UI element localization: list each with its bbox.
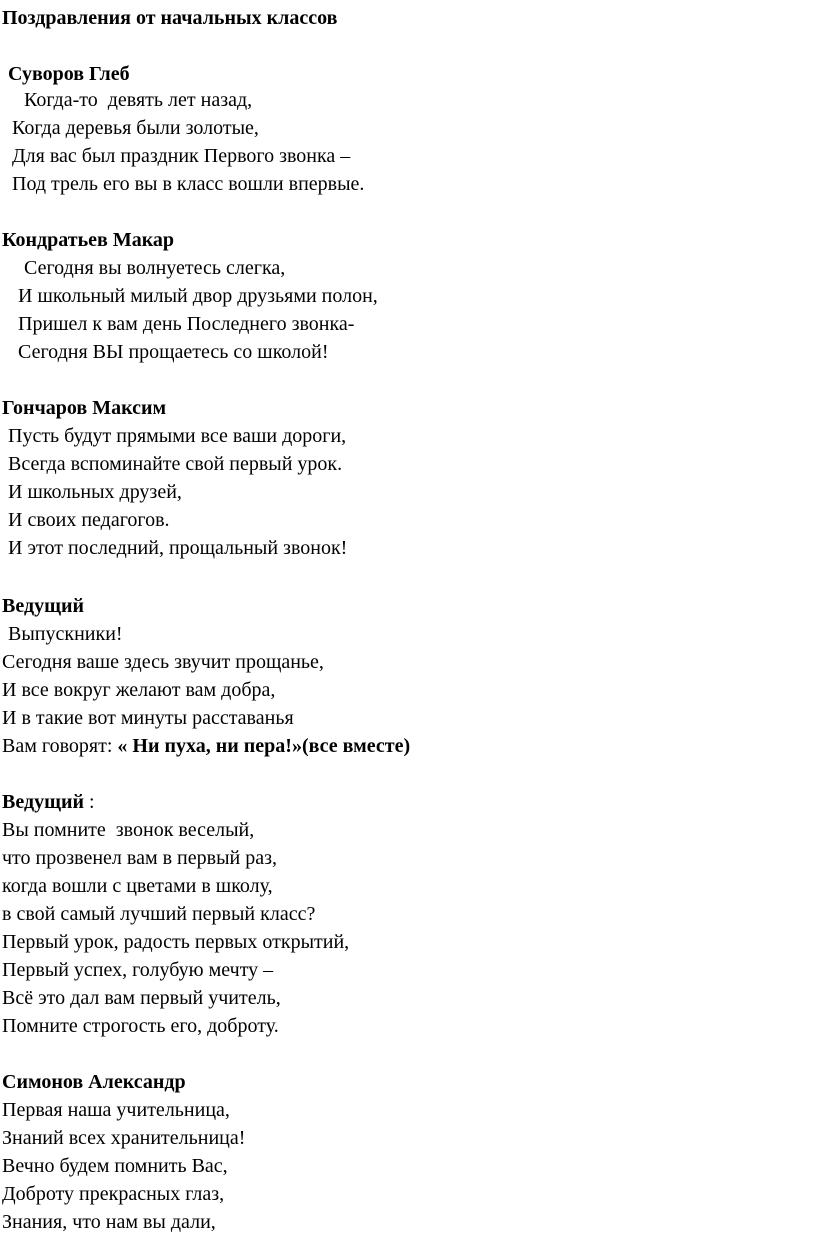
poem-line: когда вошли с цветами в школу, <box>2 875 273 897</box>
speaker-name: Ведущий <box>2 595 85 617</box>
poem-line: Под трель его вы в класс вошли впервые. <box>12 173 365 195</box>
poem-line: Доброту прекрасных глаз, <box>2 1183 225 1205</box>
poem-line-final <box>2 734 410 758</box>
speaker-name: Гончаров Максим <box>2 397 167 419</box>
poem-line: Пусть будут прямыми все ваши дороги, <box>8 425 347 447</box>
poem-line: Помните строгость его, доброту. <box>2 1015 279 1037</box>
poem-line: И школьных друзей, <box>8 481 182 503</box>
poem-line: Знания, что нам вы дали, <box>2 1211 216 1233</box>
poem-line: Пришел к вам день Последнего звонка- <box>18 313 355 335</box>
poem-line: Первая наша учительница, <box>2 1099 230 1121</box>
poem-line: Когда-то девять лет назад, <box>24 89 253 111</box>
poem-line-prefix: Вам говорят: <box>2 735 118 757</box>
poem-line: Сегодня ваше здесь звучит прощанье, <box>2 651 324 673</box>
speaker-name: Ведущий <box>2 791 85 813</box>
poem-line: в свой самый лучший первый класс? <box>2 903 316 925</box>
document-title: Поздравления от начальных классов <box>2 7 338 29</box>
speaker-heading <box>2 790 95 814</box>
poem-line: И все вокруг желают вам добра, <box>2 679 276 701</box>
speaker-suffix: : <box>84 791 95 813</box>
poem-line: Первый урок, радость первых открытий, <box>2 931 350 953</box>
poem-line: Вы помните звонок веселый, <box>2 819 255 841</box>
poem-line: И этот последний, прощальный звонок! <box>8 537 348 559</box>
poem-line: что прозвенел вам в первый раз, <box>2 847 277 869</box>
poem-line-bold: « Ни пуха, ни пера!»(все вместе) <box>117 735 411 757</box>
poem-line: Всегда вспоминайте свой первый урок. <box>8 453 343 475</box>
poem-line: Выпускники! <box>8 623 123 645</box>
speaker-name: Кондратьев Макар <box>2 229 175 251</box>
poem-line: Первый успех, голубую мечту – <box>2 959 274 981</box>
poem-line: Сегодня вы волнуетесь слегка, <box>24 257 286 279</box>
poem-line: И своих педагогов. <box>8 509 170 531</box>
poem-line: Вечно будем помнить Вас, <box>2 1155 228 1177</box>
poem-line: Для вас был праздник Первого звонка – <box>12 145 351 167</box>
poem-line: Всё это дал вам первый учитель, <box>2 987 281 1009</box>
speaker-name: Симонов Александр <box>2 1071 186 1093</box>
poem-line: И в такие вот минуты расставанья <box>2 707 294 729</box>
poem-line: Когда деревья были золотые, <box>12 117 259 139</box>
poem-line: Знаний всех хранительница! <box>2 1127 246 1149</box>
speaker-name: Суворов Глеб <box>8 63 130 85</box>
poem-line: Сегодня ВЫ прощаетесь со школой! <box>18 341 329 363</box>
poem-line: И школьный милый двор друзьями полон, <box>18 285 378 307</box>
